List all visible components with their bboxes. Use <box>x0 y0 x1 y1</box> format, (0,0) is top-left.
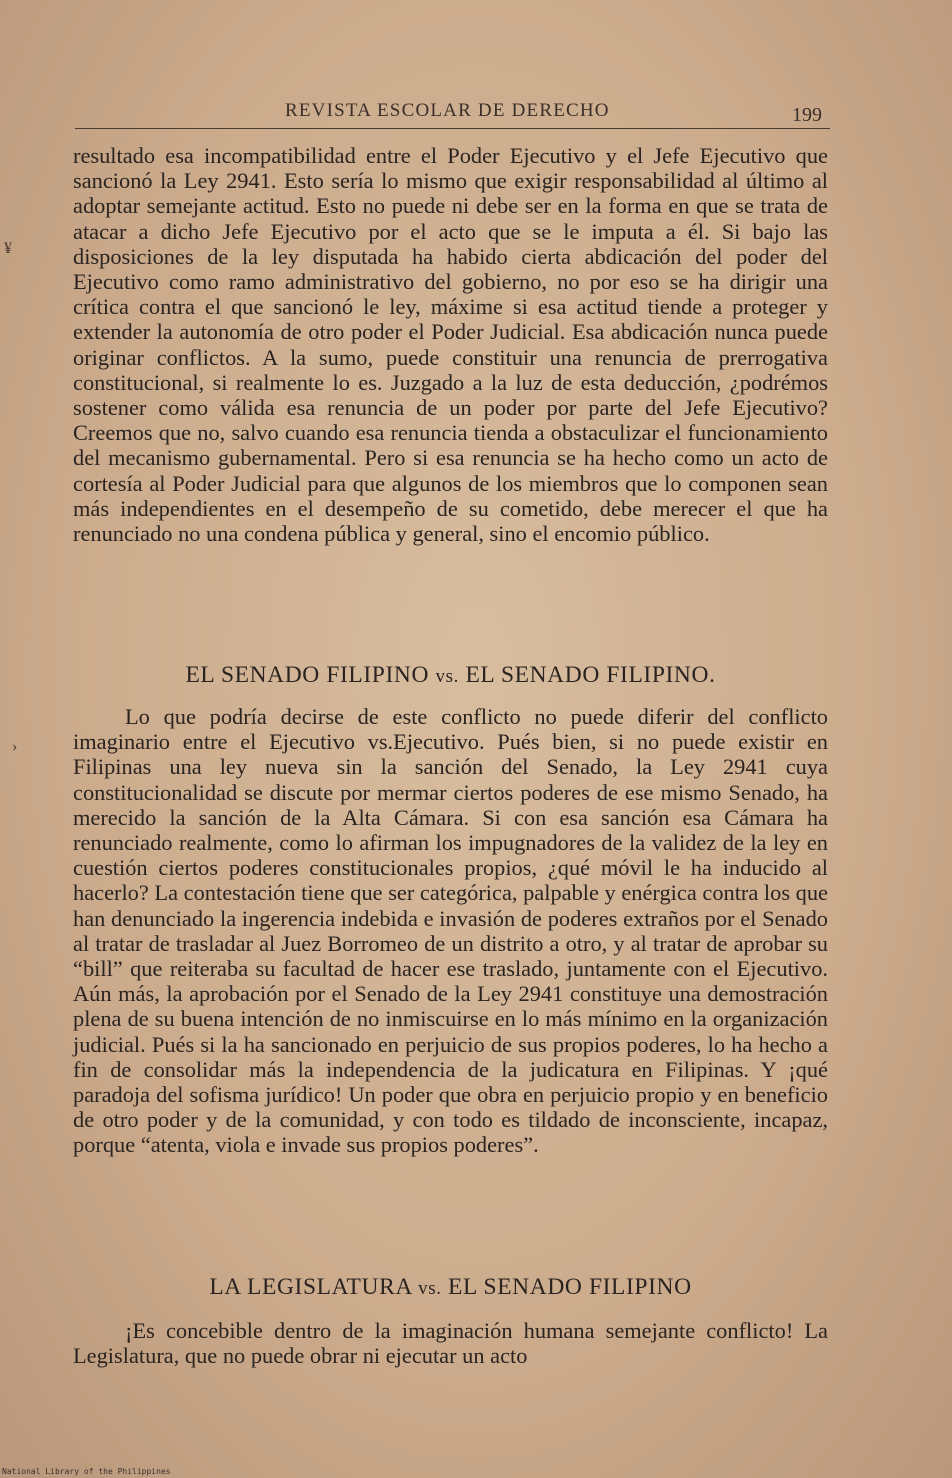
heading-right: EL SENADO FILIPINO <box>448 1274 692 1300</box>
heading-left: LA LEGISLATURA <box>209 1274 412 1300</box>
paragraph-senado: Lo que podría decirse de este conflicto no puede diferir del conflicto imaginario entre el Ejecutivo vs.Ejecutivo. Pués bien, si no puede existir en Filipinas una ley nueva sin la sanción del Senado, la Ley 2941 cuya constitucionalidad se discute por mermar ciertos poderes de ese mismo Senado, ha merecido la sanción de la Alta Cámara. Si con esa sanción esa Cámara ha renunciado realmente, como lo afirman los impugnadores de la validez de la ley en cuestión ciertos poderes constitucionales propios, ¿qué móvil le ha inducido al hacerlo? La contestación tiene que ser categórica, palpable y enérgica contra los que han denunciado la ingerencia indebida e invasión de poderes extraños por el Senado al tratar de trasladar al Juez Borromeo de un distrito a otro, y al tratar de aprobar su “bill” que reiteraba su facultad de hacer ese traslado, juntamente con el Ejecutivo. Aún más, la aprobación por el Senado de la Ley 2941 constituye una demostración plena de su buena intención de no inmiscuirse en lo más mínimo en la organización judicial. Pués si la ha sancionado en perjuicio de sus propios poderes, lo ha hecho a fin de consolidar más la independencia de la judicatura en Filipinas. Y ¡qué paradoja del sofisma jurídico! Un poder que obra en perjuicio propio y en beneficio de otro poder y de la comunidad, y con todo es tildado de inconsciente, incapaz, porque “atenta, viola e invade sus propios poderes”. <box>73 704 828 1158</box>
paragraph-legislatura: ¡Es concebible dentro de la imaginación humana semejante conflicto! La Legislatura, que no puede obrar ni ejecutar un acto <box>73 1318 828 1369</box>
paragraph-continued: resultado esa incompatibilidad entre el Poder Ejecutivo y el Jefe Ejecutivo que sancionó la Ley 2941. Esto sería lo mismo que exigir responsabilidad al último al adoptar semejante actitud. Esto no puede ni debe ser en la forma en que se trata de atacar a dicho Jefe Ejecutivo por el acto que se le imputa a él. Si bajo las disposiciones de la ley disputada ha habido cierta abdicación del poder del Ejecutivo como ramo administrativo del gobierno, no por eso se ha dirigir una crítica contra el que sancionó le ley, máxime si esa actitud tiende a proteger y extender la autonomía de otro poder el Poder Judicial. Esa abdicación nunca puede originar conflictos. A la sumo, puede constituir una renuncia de prerrogativa constitucional, si realmente lo es. Juzgado a la luz de esta deducción, ¿podrémos sostener como válida esa renuncia de un poder por parte del Jefe Ejecutivo? Creemos que no, salvo cuando esa renuncia tienda a obstaculizar el funcionamiento del mecanismo gubernamental. Pero si esa renuncia se ha hecho como un acto de cortesía al Poder Judicial para que algunos de los miembros que lo componen sean más independientes en el desempeño de su cometido, debe merecer el que ha renunciado no una condena pública y general, sino el encomio público. <box>73 143 828 547</box>
section-heading-legislatura-vs-senado <box>73 1274 828 1301</box>
running-header <box>75 98 830 129</box>
heading-left: EL SENADO FILIPINO <box>185 662 430 688</box>
heading-right: EL SENADO FILIPINO. <box>465 662 716 688</box>
section-heading-senado-vs-senado <box>73 662 828 689</box>
margin-mark-icon: ¥ <box>4 240 12 257</box>
library-credit: National Library of the Philippines <box>2 1467 171 1476</box>
heading-vs: vs. <box>418 1278 442 1299</box>
heading-vs: vs. <box>435 666 459 687</box>
journal-title: REVISTA ESCOLAR DE DERECHO <box>285 100 610 121</box>
margin-mark-icon: › <box>12 738 18 755</box>
page-number: 199 <box>792 104 822 126</box>
